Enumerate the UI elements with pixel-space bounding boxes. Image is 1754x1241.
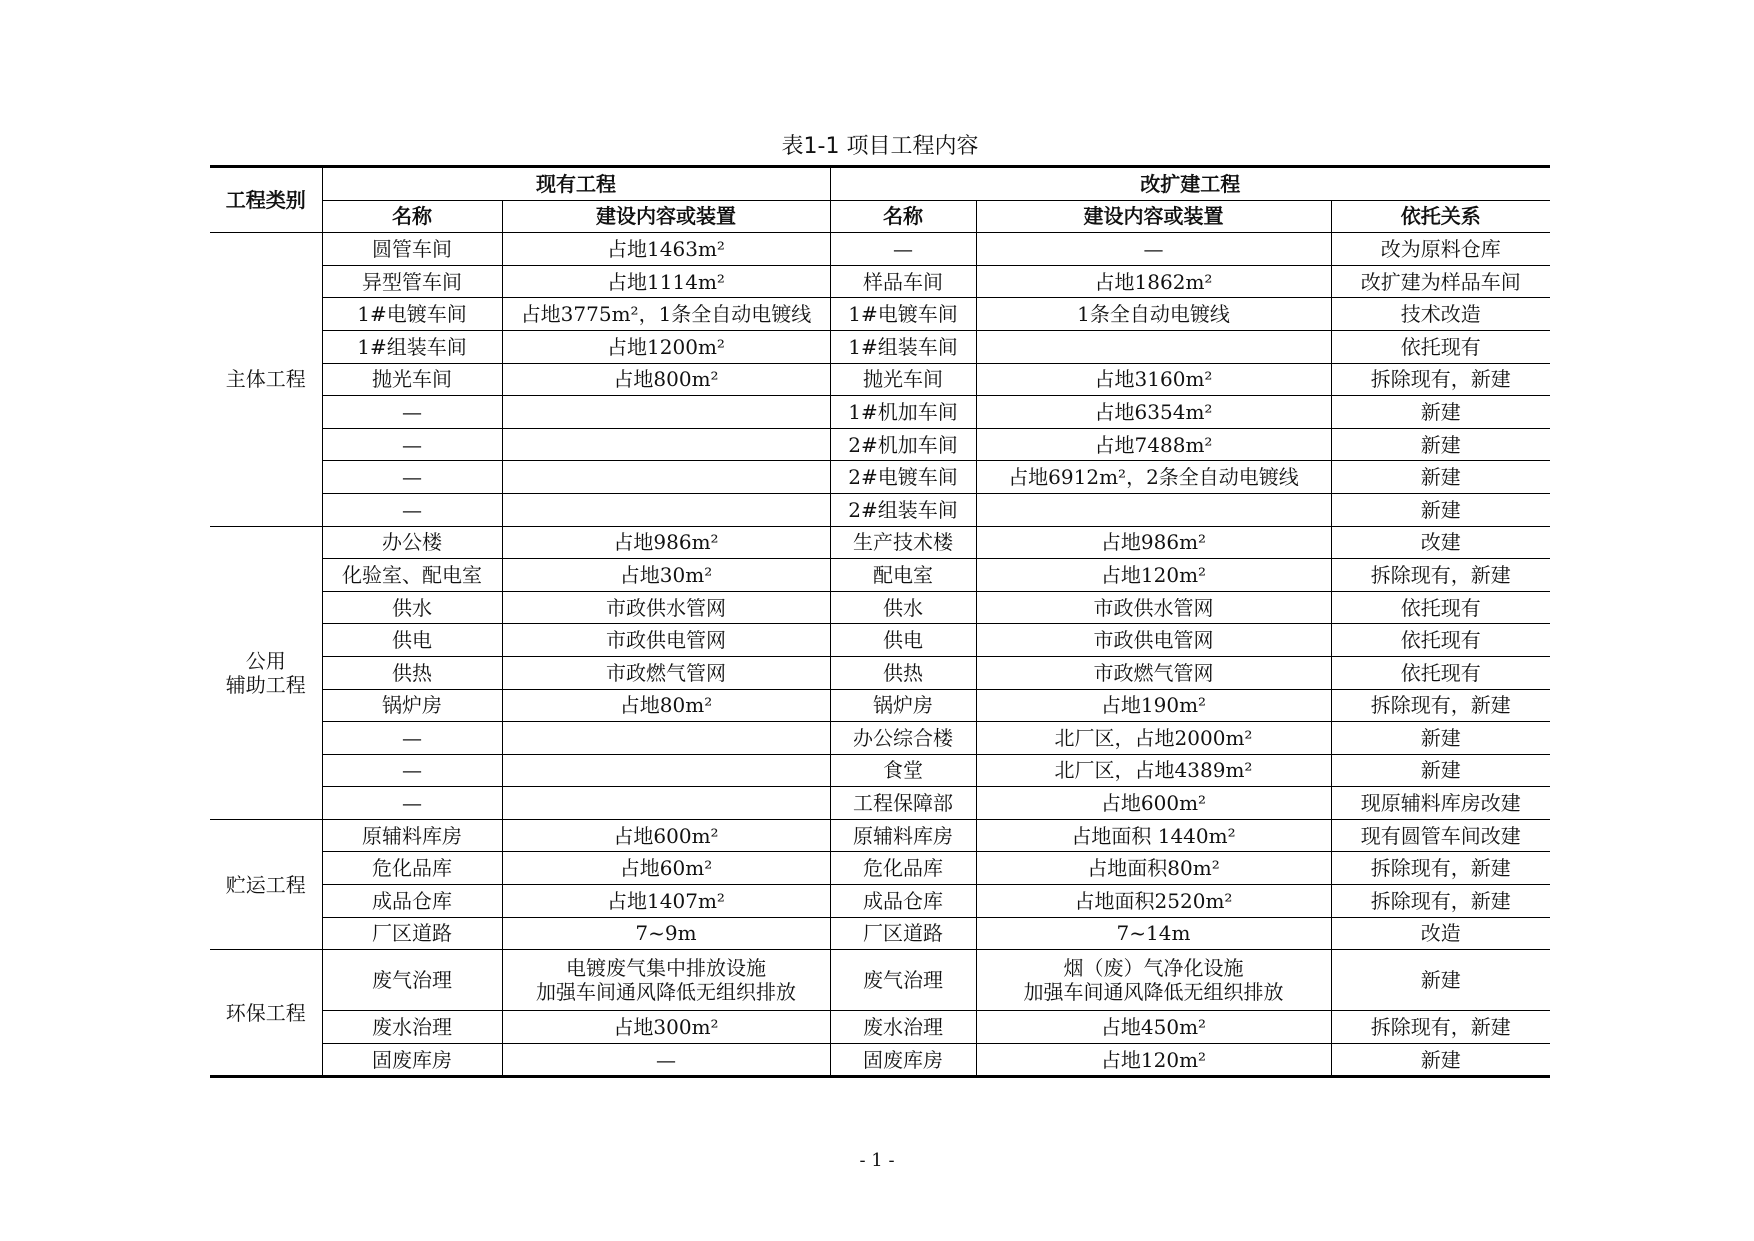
existing-content-cell: 占地1463m² (502, 233, 830, 266)
expansion-content-cell: 占地190m² (976, 689, 1331, 722)
expansion-content-cell: 烟（废）气净化设施 加强车间通风降低无组织排放 (976, 950, 1331, 1011)
expansion-name-cell: 废水治理 (830, 1011, 976, 1044)
table-row (210, 885, 1550, 918)
table-row (210, 917, 1550, 950)
existing-content-cell: — (502, 1043, 830, 1077)
expansion-content-cell: 占地986m² (976, 526, 1331, 559)
relation-cell: 新建 (1331, 461, 1550, 494)
expansion-content-cell: 占地6354m² (976, 396, 1331, 429)
expansion-content-cell: — (976, 233, 1331, 266)
existing-name-cell: 固废库房 (322, 1043, 502, 1077)
expansion-name-cell: 供热 (830, 656, 976, 689)
expansion-content-cell: 占地450m² (976, 1011, 1331, 1044)
existing-name-cell: 供热 (322, 656, 502, 689)
expansion-content-cell: 占地面积80m² (976, 852, 1331, 885)
category-cell: 环保工程 (210, 950, 322, 1077)
expansion-name-cell: 2#机加车间 (830, 428, 976, 461)
expansion-content-cell: 占地面积2520m² (976, 885, 1331, 918)
table-row (210, 787, 1550, 820)
existing-content-cell: 占地600m² (502, 819, 830, 852)
category-cell: 贮运工程 (210, 819, 322, 949)
expansion-content-cell: 占地3160m² (976, 363, 1331, 396)
existing-content-cell (502, 722, 830, 755)
page-number: - 1 - (859, 1150, 895, 1171)
table-row (210, 330, 1550, 363)
table-body (210, 233, 1550, 1077)
relation-cell: 现有圆管车间改建 (1331, 819, 1550, 852)
relation-cell: 拆除现有，新建 (1331, 852, 1550, 885)
existing-name-cell: 厂区道路 (322, 917, 502, 950)
existing-name-cell: — (322, 428, 502, 461)
header-existing-content: 建设内容或装置 (502, 200, 830, 233)
relation-cell: 改建 (1331, 526, 1550, 559)
expansion-name-cell: 1#电镀车间 (830, 298, 976, 331)
existing-name-cell: 废水治理 (322, 1011, 502, 1044)
expansion-name-cell: 供电 (830, 624, 976, 657)
existing-name-cell: — (322, 787, 502, 820)
expansion-name-cell: 固废库房 (830, 1043, 976, 1077)
table-row (210, 950, 1550, 1011)
expansion-content-cell: 市政供水管网 (976, 591, 1331, 624)
relation-cell: 新建 (1331, 1043, 1550, 1077)
existing-content-cell: 占地1200m² (502, 330, 830, 363)
expansion-content-cell (976, 493, 1331, 526)
existing-content-cell (502, 396, 830, 429)
expansion-name-cell: 工程保障部 (830, 787, 976, 820)
expansion-content-cell: 7~14m (976, 917, 1331, 950)
expansion-name-cell: 办公综合楼 (830, 722, 976, 755)
project-content-table (210, 165, 1550, 1078)
expansion-name-cell: 原辅料库房 (830, 819, 976, 852)
table-row (210, 1011, 1550, 1044)
relation-cell: 拆除现有，新建 (1331, 559, 1550, 592)
relation-cell: 依托现有 (1331, 330, 1550, 363)
header-expansion-content: 建设内容或装置 (976, 200, 1331, 233)
expansion-name-cell: — (830, 233, 976, 266)
table-row (210, 1043, 1550, 1077)
relation-cell: 改造 (1331, 917, 1550, 950)
header-expansion: 改扩建工程 (830, 167, 1550, 201)
expansion-content-cell: 占地7488m² (976, 428, 1331, 461)
relation-cell: 技术改造 (1331, 298, 1550, 331)
header-expansion-name: 名称 (830, 200, 976, 233)
expansion-name-cell: 锅炉房 (830, 689, 976, 722)
table-row (210, 363, 1550, 396)
existing-name-cell: 废气治理 (322, 950, 502, 1011)
expansion-name-cell: 供水 (830, 591, 976, 624)
expansion-name-cell: 废气治理 (830, 950, 976, 1011)
table-row (210, 233, 1550, 266)
existing-content-cell: 市政燃气管网 (502, 656, 830, 689)
header-category: 工程类别 (210, 167, 322, 233)
table-row (210, 722, 1550, 755)
existing-content-cell: 占地3775m²，1条全自动电镀线 (502, 298, 830, 331)
existing-name-cell: — (322, 461, 502, 494)
relation-cell: 拆除现有，新建 (1331, 885, 1550, 918)
relation-cell: 拆除现有，新建 (1331, 689, 1550, 722)
existing-name-cell: 锅炉房 (322, 689, 502, 722)
relation-cell: 新建 (1331, 493, 1550, 526)
existing-name-cell: — (322, 493, 502, 526)
table-row (210, 819, 1550, 852)
table-row (210, 298, 1550, 331)
existing-name-cell: — (322, 396, 502, 429)
table-row (210, 461, 1550, 494)
existing-name-cell: 供电 (322, 624, 502, 657)
relation-cell: 依托现有 (1331, 624, 1550, 657)
existing-content-cell: 占地800m² (502, 363, 830, 396)
existing-name-cell: 1#电镀车间 (322, 298, 502, 331)
existing-content-cell: 市政供水管网 (502, 591, 830, 624)
expansion-content-cell: 北厂区，占地2000m² (976, 722, 1331, 755)
expansion-name-cell: 配电室 (830, 559, 976, 592)
existing-content-cell (502, 754, 830, 787)
relation-cell: 依托现有 (1331, 591, 1550, 624)
existing-content-cell (502, 461, 830, 494)
table-row (210, 396, 1550, 429)
expansion-content-cell (976, 330, 1331, 363)
expansion-content-cell: 占地面积 1440m² (976, 819, 1331, 852)
header-relation: 依托关系 (1331, 200, 1550, 233)
table-row (210, 526, 1550, 559)
existing-content-cell: 占地80m² (502, 689, 830, 722)
expansion-content-cell: 占地600m² (976, 787, 1331, 820)
relation-cell: 新建 (1331, 950, 1550, 1011)
expansion-content-cell: 占地120m² (976, 559, 1331, 592)
expansion-name-cell: 1#组装车间 (830, 330, 976, 363)
expansion-name-cell: 2#组装车间 (830, 493, 976, 526)
table-row (210, 559, 1550, 592)
expansion-content-cell: 1条全自动电镀线 (976, 298, 1331, 331)
existing-content-cell: 占地1407m² (502, 885, 830, 918)
category-cell: 公用 辅助工程 (210, 526, 322, 819)
table-row (210, 624, 1550, 657)
existing-content-cell: 占地60m² (502, 852, 830, 885)
table-row (210, 428, 1550, 461)
existing-name-cell: 办公楼 (322, 526, 502, 559)
relation-cell: 现原辅料库房改建 (1331, 787, 1550, 820)
header-existing-name: 名称 (322, 200, 502, 233)
expansion-name-cell: 样品车间 (830, 265, 976, 298)
expansion-content-cell: 市政供电管网 (976, 624, 1331, 657)
relation-cell: 新建 (1331, 722, 1550, 755)
existing-name-cell: 化验室、配电室 (322, 559, 502, 592)
existing-content-cell (502, 787, 830, 820)
relation-cell: 新建 (1331, 754, 1550, 787)
relation-cell: 改扩建为样品车间 (1331, 265, 1550, 298)
expansion-content-cell: 北厂区，占地4389m² (976, 754, 1331, 787)
expansion-name-cell: 1#机加车间 (830, 396, 976, 429)
existing-name-cell: 原辅料库房 (322, 819, 502, 852)
expansion-content-cell: 占地1862m² (976, 265, 1331, 298)
expansion-content-cell: 市政燃气管网 (976, 656, 1331, 689)
existing-name-cell: — (322, 754, 502, 787)
relation-cell: 新建 (1331, 396, 1550, 429)
expansion-content-cell: 占地120m² (976, 1043, 1331, 1077)
existing-content-cell: 电镀废气集中排放设施 加强车间通风降低无组织排放 (502, 950, 830, 1011)
relation-cell: 依托现有 (1331, 656, 1550, 689)
expansion-name-cell: 2#电镀车间 (830, 461, 976, 494)
expansion-content-cell: 占地6912m²，2条全自动电镀线 (976, 461, 1331, 494)
table-caption: 表1-1 项目工程内容 (781, 134, 979, 159)
existing-content-cell: 占地300m² (502, 1011, 830, 1044)
table-row (210, 852, 1550, 885)
existing-name-cell: 1#组装车间 (322, 330, 502, 363)
existing-content-cell (502, 493, 830, 526)
category-cell: 主体工程 (210, 233, 322, 526)
header-existing: 现有工程 (322, 167, 830, 201)
table-row (210, 754, 1550, 787)
relation-cell: 拆除现有，新建 (1331, 363, 1550, 396)
existing-name-cell: 圆管车间 (322, 233, 502, 266)
table-row (210, 591, 1550, 624)
existing-name-cell: 异型管车间 (322, 265, 502, 298)
table-row (210, 493, 1550, 526)
expansion-name-cell: 成品仓库 (830, 885, 976, 918)
existing-content-cell: 市政供电管网 (502, 624, 830, 657)
table-row (210, 689, 1550, 722)
existing-name-cell: 成品仓库 (322, 885, 502, 918)
relation-cell: 拆除现有，新建 (1331, 1011, 1550, 1044)
existing-content-cell (502, 428, 830, 461)
existing-name-cell: — (322, 722, 502, 755)
existing-name-cell: 供水 (322, 591, 502, 624)
existing-content-cell: 占地1114m² (502, 265, 830, 298)
existing-name-cell: 危化品库 (322, 852, 502, 885)
expansion-name-cell: 抛光车间 (830, 363, 976, 396)
expansion-name-cell: 生产技术楼 (830, 526, 976, 559)
existing-content-cell: 占地30m² (502, 559, 830, 592)
expansion-name-cell: 食堂 (830, 754, 976, 787)
table-row (210, 656, 1550, 689)
table-row (210, 265, 1550, 298)
expansion-name-cell: 厂区道路 (830, 917, 976, 950)
expansion-name-cell: 危化品库 (830, 852, 976, 885)
existing-name-cell: 抛光车间 (322, 363, 502, 396)
existing-content-cell: 7~9m (502, 917, 830, 950)
relation-cell: 改为原料仓库 (1331, 233, 1550, 266)
relation-cell: 新建 (1331, 428, 1550, 461)
existing-content-cell: 占地986m² (502, 526, 830, 559)
